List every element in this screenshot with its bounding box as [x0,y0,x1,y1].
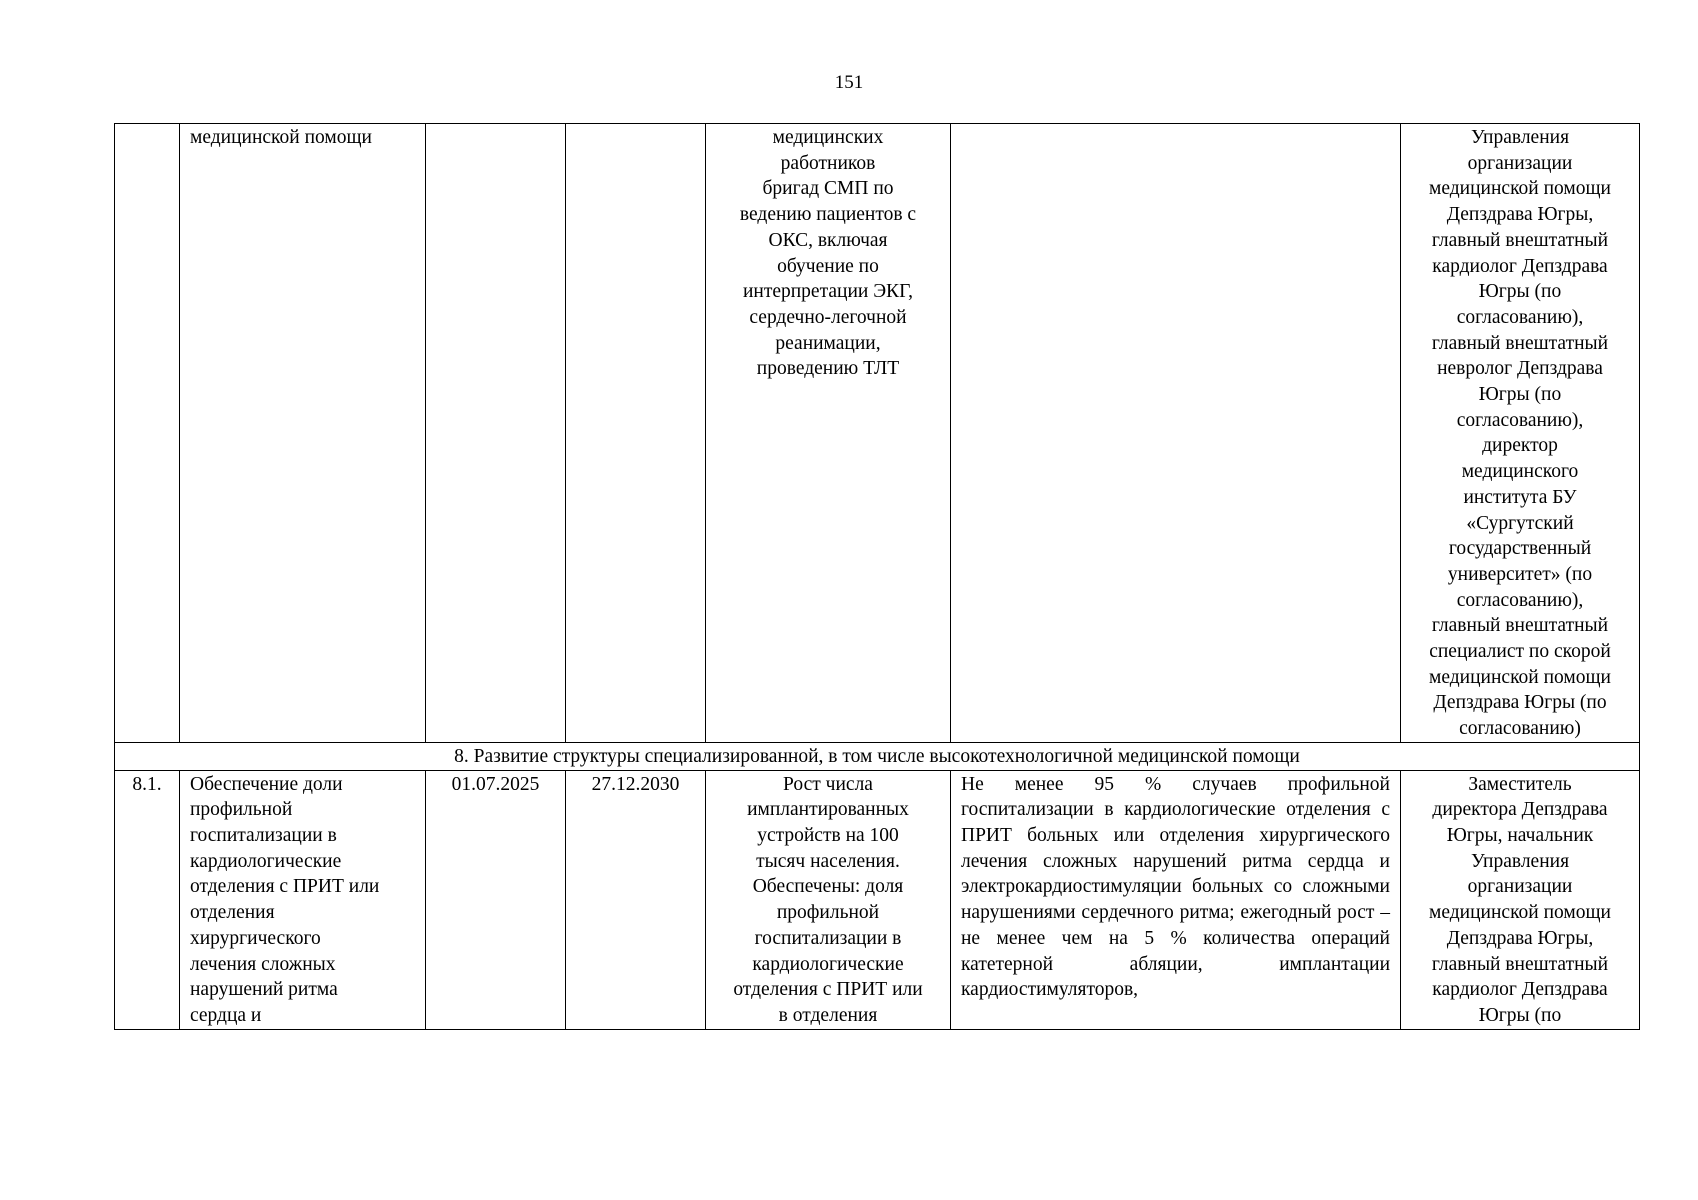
text-line: согласованию), [1456,306,1584,328]
text-line: главный внештатный [1431,332,1609,354]
text-line: института БУ [1463,486,1577,508]
text-line: бригад СМП по [762,178,894,200]
text-line: Депздрава Югры, [1446,204,1594,226]
cell-indicator: Не менее 95 % случаев профильной госпитализации в кардиологические отделения с ПРИТ больных или отделения хирургического лечения сложных нарушений ритма сердца и электрокардиостимуляции больных со сложными нарушениями сердечного ритма; ежегодный рост – не менее чем на 5 % количества операций катетерной абляции, имплантации кардиостимуляторов, [951,770,1401,1029]
text-line: профильной [776,902,880,924]
text-line: кардиолог Депздрава [1432,255,1608,277]
measure-name-lines [190,772,415,1029]
text-line: согласованию), [1456,589,1584,611]
text-line: сердечно-легочной [749,306,907,328]
text-line: Управления [1470,850,1570,872]
text-line: кардиологические [190,850,342,872]
text-line: тысяч населения. [756,850,900,872]
cell-measure-name [180,770,426,1029]
text-line: Обеспечение доли [190,773,343,795]
cell-number: 8.1. [115,770,180,1029]
text-line: организации [1467,152,1573,174]
text-line: кардиологические [752,953,904,975]
text-line: Депздрава Югры, [1446,927,1594,949]
cell-end-date: 27.12.2030 [566,770,706,1029]
cell-start-date [426,124,566,743]
text-line: Югры (по [1478,281,1562,303]
result-lines [716,772,940,1029]
text-line: нарушений ритма [190,979,338,1001]
text-line: обучение по [777,255,879,277]
text-line: Рост числа [783,773,873,795]
text-line: интерпретации ЭКГ, [742,281,914,303]
text-line: в отделения [778,1004,878,1026]
cell-expected-result [706,770,951,1029]
section-heading: 8. Развитие структуры специализированной, в том числе высокотехнологичной медицинской помощи [115,742,1640,770]
text-line: Заместитель [1468,773,1572,795]
cell-end-date [566,124,706,743]
text-line: Югры (по [1478,1004,1562,1026]
text-line: медицинской помощи [1429,902,1611,924]
text-line: медицинской помощи [1429,178,1611,200]
responsible-lines [1411,125,1629,742]
cell-responsible [1401,770,1640,1029]
text-line: директора Депздрава [1432,799,1608,821]
cell-measure-name: медицинской помощи [180,124,426,743]
table-row-section [115,742,1640,770]
text-line: Управления [1470,127,1570,148]
measures-table [114,123,1640,1030]
text-line: ведению пациентов с [739,204,917,226]
text-line: хирургического [190,927,321,949]
cell-responsible [1401,124,1640,743]
text-line: имплантированных [747,799,909,821]
text-line: сердца и [190,1004,262,1026]
text-line: профильной [190,799,293,821]
text-line: медицинского [1461,461,1579,483]
text-line: кардиолог Депздрава [1432,979,1608,1001]
cell-start-date: 01.07.2025 [426,770,566,1029]
text-line: госпитализации в [754,927,902,949]
text-line: университет» (по [1447,563,1593,585]
text-line: Обеспечены: доля [752,876,904,898]
text-line: директор [1482,435,1558,457]
text-line: главный внештатный [1431,229,1609,251]
text-line: Югры, начальник [1446,824,1594,846]
text-line: главный внештатный [1431,953,1609,975]
text-line: проведению ТЛТ [756,358,900,380]
text-line: Югры (по [1478,384,1562,406]
cell-expected-result [706,124,951,743]
cell-number [115,124,180,743]
table-row-8-1 [115,770,1640,1029]
text-line: медицинских [772,127,884,148]
text-line: устройств на 100 [757,824,899,846]
result-lines [716,125,940,382]
text-line: работников [780,152,876,174]
text-line: специалист по скорой [1429,641,1611,663]
text-line: реанимации, [775,332,881,354]
text-line: согласованию), [1456,409,1584,431]
text-line: государственный [1448,538,1592,560]
cell-indicator [951,124,1401,743]
text-line: невролог Депздрава [1437,358,1603,380]
text-line: «Сургутский [1466,512,1574,534]
text-line: госпитализации в [190,824,337,846]
text-line: главный внештатный [1431,615,1609,637]
text-line: отделения с ПРИТ или [190,876,380,898]
text-line: организации [1467,876,1573,898]
text-line: отделения [190,902,275,924]
text-line: ОКС, включая [768,229,888,251]
page-number: 151 [834,72,864,93]
text-line: медицинской помощи [1429,666,1611,688]
table-row-continuation [115,124,1640,743]
responsible-lines [1411,772,1629,1029]
text-line: согласованию) [1459,718,1581,740]
text-line: лечения сложных [190,953,336,975]
text-line: Депздрава Югры (по [1433,692,1607,714]
text-line: отделения с ПРИТ или [733,979,923,1001]
